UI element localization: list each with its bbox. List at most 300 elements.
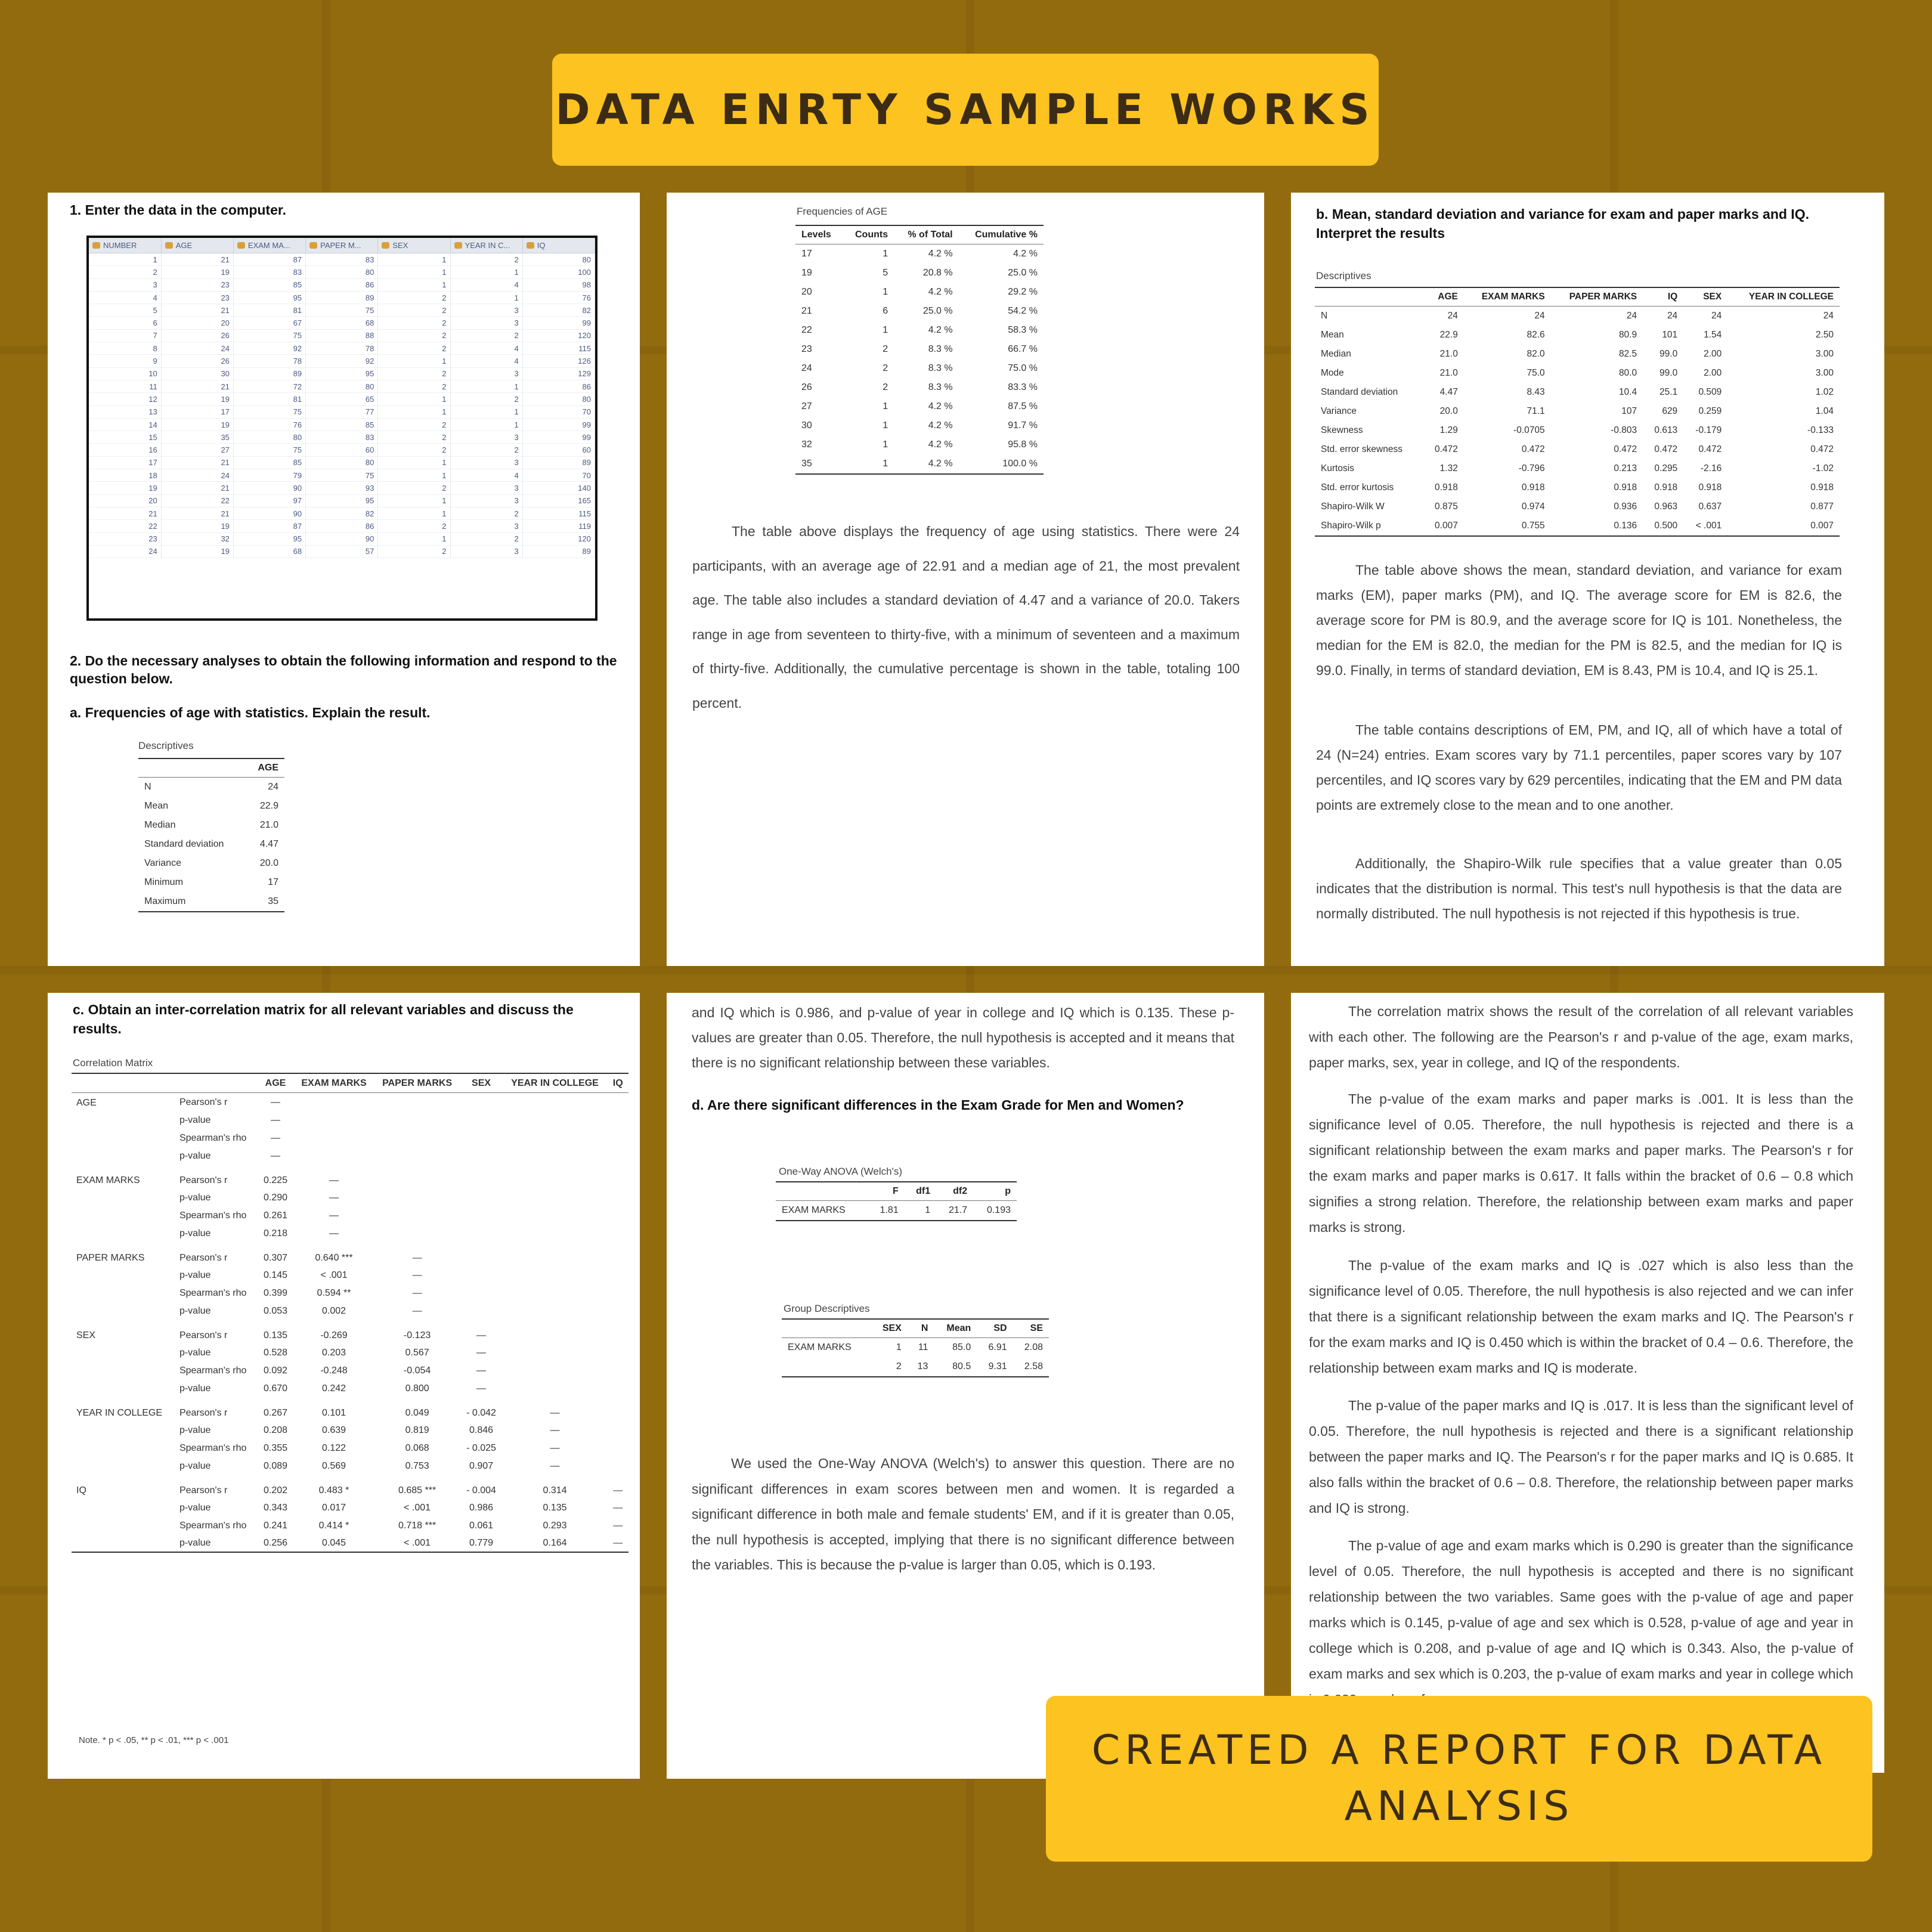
sheet-cell[interactable]: 83 [306, 253, 378, 266]
sheet-cell[interactable]: 90 [306, 532, 378, 545]
sheet-cell[interactable]: 89 [306, 291, 378, 304]
correlation-value [607, 1165, 628, 1188]
correlation-value: 0.145 [263, 1270, 288, 1280]
correlation-value [607, 1361, 628, 1379]
stat-value: 1.32 [1439, 463, 1458, 473]
correlation-value [607, 1111, 628, 1129]
frequency-cell: 32 [801, 439, 812, 450]
sheet-cell[interactable]: 77 [306, 405, 378, 418]
sheet-cell[interactable]: 1 [450, 418, 522, 431]
sheet-cell[interactable]: 3 [450, 431, 522, 444]
correlation-variable [72, 1516, 175, 1534]
correlation-variable [72, 1361, 175, 1379]
sheet-cell[interactable]: 21 [89, 507, 161, 519]
sheet-cell[interactable]: 2 [378, 342, 450, 355]
anova-column-header: df2 [953, 1186, 968, 1196]
sheet-cell[interactable]: 7 [89, 329, 161, 342]
descriptives-para-1: The table above shows the mean, standard deviation, and variance for exam marks (EM), paper marks (PM), and IQ. The average score for EM is 82.6, the average score for PM is 80.9, and the average score for IQ is 101. Nonetheless, the median for the EM is 82.0, the median for the PM is 82.5, and the median for IQ is 99.0. Finally, in terms of standard deviation, EM is 8.43, PM is 10.4, and IQ is 25.1. [1316, 562, 1842, 678]
correlation-row [72, 1188, 628, 1206]
sheet-cell[interactable]: 2 [378, 545, 450, 558]
sheet-cell[interactable]: 68 [306, 317, 378, 329]
sheet-cell[interactable]: 26 [161, 355, 233, 367]
sheet-cell[interactable]: 80 [522, 253, 595, 266]
frequency-cell: 1 [883, 439, 888, 450]
page-data-entry [48, 193, 640, 966]
sheet-column-header[interactable] [89, 238, 161, 253]
sheet-cell[interactable]: 3 [450, 367, 522, 380]
sheet-cell[interactable]: 4 [450, 342, 522, 355]
sheet-cell[interactable]: 21 [161, 304, 233, 317]
sheet-cell[interactable]: 65 [306, 393, 378, 405]
correlation-value [503, 1224, 608, 1242]
sheet-cell[interactable]: 21 [161, 456, 233, 469]
stat-value: 0.007 [1810, 521, 1834, 531]
sheet-cell[interactable]: 83 [233, 266, 305, 278]
sheet-cell[interactable]: 4 [450, 355, 522, 367]
correlation-value [503, 1093, 608, 1111]
sheet-row [89, 507, 595, 519]
frequency-column-header: Cumulative % [975, 230, 1038, 240]
stat-value: 0.918 [1698, 482, 1722, 493]
correlation-value [607, 1147, 628, 1165]
sheet-cell[interactable]: 79 [233, 469, 305, 482]
correlation-matrix [72, 1073, 628, 1553]
sheet-cell[interactable]: 80 [306, 266, 378, 278]
sheet-cell[interactable]: 3 [450, 304, 522, 317]
sheet-cell[interactable]: 98 [522, 278, 595, 291]
sheet-cell[interactable]: 60 [522, 444, 595, 456]
stat-value: 0.213 [1614, 463, 1637, 473]
frequency-cell: 8.3 % [928, 382, 953, 392]
correlation-note: Note. * p < .05, ** p < .01, *** p < .001 [79, 1735, 229, 1745]
group-descriptives-caption: Group Descriptives [784, 1303, 870, 1314]
correlation-statistic: Pearson's r [179, 1175, 228, 1185]
stat-value: 10.4 [1618, 387, 1637, 397]
sheet-cell[interactable]: 90 [233, 507, 305, 519]
sheet-cell[interactable]: 8 [89, 342, 161, 355]
sheet-cell[interactable]: 1 [378, 507, 450, 519]
sheet-cell[interactable]: 23 [161, 278, 233, 291]
stat-value: 0.637 [1698, 501, 1722, 512]
sheet-cell[interactable]: 70 [522, 405, 595, 418]
sheet-cell[interactable]: 86 [522, 380, 595, 392]
variable-icon [92, 242, 100, 249]
sheet-column-label: NUMBER [103, 241, 137, 250]
sheet-cell[interactable]: 9 [89, 355, 161, 367]
sheet-cell[interactable]: 12 [89, 393, 161, 405]
correlation-value: 0.569 [321, 1460, 346, 1471]
stat-value: 21.0 [1439, 368, 1458, 378]
sheet-cell[interactable]: 85 [233, 456, 305, 469]
sheet-cell[interactable]: 97 [233, 494, 305, 507]
correlation-value [607, 1224, 628, 1242]
descriptives-row [1315, 440, 1840, 459]
stat-value: 21.0 [259, 820, 278, 830]
sheet-cell[interactable]: 2 [378, 291, 450, 304]
correlation-column-header: PAPER MARKS [382, 1078, 453, 1088]
correlation-value [293, 1093, 374, 1111]
correlation-value: 0.414 * [318, 1520, 349, 1531]
correlation-value: 0.208 [263, 1425, 288, 1435]
stat-label: Skewness [1321, 425, 1363, 435]
sheet-cell[interactable]: 2 [378, 520, 450, 532]
sheet-cell[interactable]: 72 [233, 380, 305, 392]
sheet-cell[interactable]: 5 [89, 304, 161, 317]
stat-label: Shapiro-Wilk p [1321, 521, 1381, 531]
sheet-cell[interactable]: 1 [378, 278, 450, 291]
sheet-cell[interactable]: 100 [522, 266, 595, 278]
sheet-cell[interactable]: 1 [378, 266, 450, 278]
frequency-cell: 29.2 % [1008, 287, 1038, 297]
sheet-cell[interactable]: 1 [378, 355, 450, 367]
sheet-cell[interactable]: 89 [522, 456, 595, 469]
sheet-cell[interactable]: 95 [306, 494, 378, 507]
sheet-cell[interactable]: 21 [161, 507, 233, 519]
stat-value: 1.02 [1815, 387, 1834, 397]
sheet-cell[interactable]: 1 [450, 291, 522, 304]
sheet-cell[interactable]: 89 [233, 367, 305, 380]
sheet-cell[interactable]: 2 [450, 507, 522, 519]
correlation-value [374, 1224, 460, 1242]
sheet-cell[interactable]: 24 [161, 342, 233, 355]
correlation-row [72, 1397, 628, 1421]
sheet-cell[interactable]: 23 [89, 532, 161, 545]
sheet-cell[interactable]: 19 [89, 482, 161, 494]
sheet-cell[interactable]: 83 [306, 431, 378, 444]
sheet-cell[interactable]: 76 [233, 418, 305, 431]
correlation-value [607, 1302, 628, 1320]
sheet-cell[interactable]: 2 [450, 532, 522, 545]
sheet-cell[interactable]: 3 [450, 482, 522, 494]
descriptives-row [1315, 326, 1840, 345]
sheet-cell[interactable]: 81 [233, 304, 305, 317]
sheet-cell[interactable]: 3 [450, 545, 522, 558]
sheet-cell[interactable]: 80 [306, 380, 378, 392]
correlation-value: 0.203 [321, 1347, 346, 1358]
stat-value: 0.295 [1654, 463, 1678, 473]
correlation-variable [72, 1421, 175, 1439]
sheet-cell[interactable]: 19 [161, 545, 233, 558]
sheet-cell[interactable]: 85 [233, 278, 305, 291]
correlation-value [293, 1147, 374, 1165]
group-descriptives-table [782, 1318, 1049, 1377]
frequency-cell: 25.0 % [922, 306, 953, 316]
sheet-cell[interactable]: 140 [522, 482, 595, 494]
correlation-value: -0.054 [403, 1365, 431, 1376]
sheet-cell[interactable]: 2 [450, 329, 522, 342]
sheet-cell[interactable]: 1 [450, 380, 522, 392]
sheet-cell[interactable]: 4 [450, 469, 522, 482]
sheet-cell[interactable]: 15 [89, 431, 161, 444]
sheet-cell[interactable]: 2 [450, 444, 522, 456]
sheet-cell[interactable]: 13 [89, 405, 161, 418]
sheet-cell[interactable]: 78 [306, 342, 378, 355]
descriptives-column-header: EXAM MARKS [1481, 292, 1545, 302]
sheet-cell[interactable]: 99 [522, 418, 595, 431]
sheet-cell[interactable]: 24 [161, 469, 233, 482]
sheet-column-header[interactable] [378, 238, 450, 253]
correlation-value [503, 1320, 608, 1343]
sheet-cell[interactable]: 21 [161, 253, 233, 266]
correlation-value: 0.819 [405, 1425, 429, 1435]
sheet-cell[interactable]: 2 [378, 482, 450, 494]
descriptives-caption: Descriptives [138, 740, 194, 751]
sheet-cell[interactable]: 2 [378, 317, 450, 329]
stat-label: Median [144, 820, 176, 830]
sheet-cell[interactable]: 2 [450, 253, 522, 266]
correlation-value: 0.986 [469, 1502, 494, 1513]
sheet-cell[interactable]: 2 [378, 367, 450, 380]
correlation-value: -0.269 [320, 1330, 348, 1340]
sheet-cell[interactable]: 20 [89, 494, 161, 507]
sheet-cell[interactable]: 1 [450, 266, 522, 278]
sheet-cell[interactable]: 80 [522, 393, 595, 405]
sheet-column-header[interactable] [161, 238, 233, 253]
sheet-cell[interactable]: 1 [378, 405, 450, 418]
descriptives-para-2: The table contains descriptions of EM, PM, and IQ, all of which have a total of 24 (N=24) entries. Exam scores vary by 71.1 percentiles, paper scores vary by 107 percentiles, and IQ scores vary by 629 percentiles, indicating that the EM and PM data points are extremely close to the mean and to one another. [1316, 722, 1842, 813]
sheet-cell[interactable]: 1 [378, 494, 450, 507]
sheet-cell[interactable]: 129 [522, 367, 595, 380]
sheet-cell[interactable]: 3 [450, 456, 522, 469]
sheet-cell[interactable]: 1 [89, 253, 161, 266]
sheet-cell[interactable]: 1 [378, 393, 450, 405]
sheet-cell[interactable]: 19 [161, 520, 233, 532]
sheet-cell[interactable]: 2 [378, 380, 450, 392]
page-correlation-discussion [1291, 993, 1884, 1773]
sheet-row [89, 494, 595, 507]
sheet-cell[interactable]: 3 [450, 317, 522, 329]
stat-value: 35 [268, 896, 278, 906]
sheet-cell[interactable]: 2 [378, 329, 450, 342]
sheet-cell[interactable]: 14 [89, 418, 161, 431]
stat-value: 20.0 [259, 858, 278, 868]
sheet-cell[interactable]: 120 [522, 532, 595, 545]
sheet-cell[interactable]: 86 [306, 520, 378, 532]
sheet-cell[interactable]: 92 [233, 342, 305, 355]
sheet-cell[interactable]: 2 [378, 304, 450, 317]
correlation-value [503, 1361, 608, 1379]
sheet-cell[interactable]: 21 [161, 482, 233, 494]
sheet-cell[interactable]: 22 [89, 520, 161, 532]
anova-column-header: F [892, 1186, 899, 1196]
stat-value: 99.0 [1659, 349, 1678, 359]
sheet-cell[interactable]: 24 [89, 545, 161, 558]
sheet-cell[interactable]: 67 [233, 317, 305, 329]
sheet-cell[interactable]: 88 [306, 329, 378, 342]
stat-label: Mean [1321, 330, 1344, 340]
frequency-cell: 54.2 % [1008, 306, 1038, 316]
sheet-cell[interactable]: 3 [450, 494, 522, 507]
sheet-cell[interactable]: 126 [522, 355, 595, 367]
descriptives-row [138, 854, 284, 873]
descriptives-row [1315, 402, 1840, 421]
frequency-cell: 27 [801, 401, 812, 411]
sheet-cell[interactable]: 75 [233, 444, 305, 456]
sheet-cell[interactable]: 82 [306, 507, 378, 519]
frequency-cell: 22 [801, 325, 812, 335]
correlation-value [503, 1129, 608, 1147]
sheet-cell[interactable]: 1 [378, 253, 450, 266]
correlation-value: 0.049 [405, 1408, 429, 1418]
correlation-value: 0.089 [263, 1460, 288, 1471]
sheet-cell[interactable]: 95 [233, 532, 305, 545]
sheet-cell[interactable]: 82 [522, 304, 595, 317]
stat-value: 24 [1534, 311, 1545, 321]
sheet-cell[interactable]: 70 [522, 469, 595, 482]
descriptives-column-header: YEAR IN COLLEGE [1748, 292, 1834, 302]
sheet-cell[interactable]: 19 [161, 418, 233, 431]
sheet-cell[interactable]: 19 [161, 393, 233, 405]
sheet-cell[interactable]: 2 [378, 444, 450, 456]
stat-value: 3.00 [1815, 349, 1834, 359]
sheet-cell[interactable]: 10 [89, 367, 161, 380]
sheet-cell[interactable]: 17 [161, 405, 233, 418]
correlation-row [72, 1498, 628, 1516]
frequency-cell: 4.2 % [928, 287, 953, 297]
discussion-para-1: The correlation matrix shows the result of the correlation of all relevant variables with each other. The following are the Pearson's r and p-value of the age, exam marks, paper marks, sex, year in college, and IQ of the respondents. [1309, 1004, 1853, 1070]
correlation-value [503, 1379, 608, 1397]
sheet-cell[interactable]: 75 [233, 329, 305, 342]
sheet-cell[interactable]: 1 [378, 456, 450, 469]
sheet-cell[interactable]: 2 [450, 393, 522, 405]
discussion-para-4: The p-value of the paper marks and IQ is .017. It is less than the significant level of 0.05. Therefore, the null hypothesis is rejected and there is a significant relationship between the paper marks and IQ. The Pearson's r for the paper marks and IQ is 0.685. It also falls within the bracket of 0.6 – 0.8. Therefore, the relationship between paper marks and IQ is strong. [1309, 1398, 1853, 1516]
sheet-column-header[interactable] [306, 238, 378, 253]
sheet-column-header[interactable] [450, 238, 522, 253]
correlation-value: — [271, 1150, 281, 1161]
stat-value: 8.43 [1527, 387, 1545, 397]
footer-line-1: CREATED A REPORT FOR DATA [1091, 1727, 1827, 1774]
sheet-cell[interactable]: 1 [378, 532, 450, 545]
sheet-cell[interactable]: 30 [161, 367, 233, 380]
sheet-cell[interactable]: 86 [306, 278, 378, 291]
sheet-cell[interactable]: 17 [89, 456, 161, 469]
sheet-cell[interactable]: 2 [378, 431, 450, 444]
sheet-cell[interactable]: 78 [233, 355, 305, 367]
sheet-cell[interactable]: 2 [378, 418, 450, 431]
correlation-continued: and IQ which is 0.986, and p-value of year in college and IQ which is 0.135. These p-values are greater than 0.05. Therefore, the null hypothesis is accepted and it means that there is no significant relationship between these variables. [692, 1005, 1234, 1070]
correlation-variable [72, 1129, 175, 1147]
frequency-cell: 26 [801, 382, 812, 392]
correlation-row [72, 1320, 628, 1343]
sheet-cell[interactable]: 23 [161, 291, 233, 304]
sheet-cell[interactable]: 4 [89, 291, 161, 304]
sheet-cell[interactable]: 90 [233, 482, 305, 494]
stat-value: 0.613 [1654, 425, 1678, 435]
sheet-cell[interactable]: 95 [233, 291, 305, 304]
sheet-column-header[interactable] [233, 238, 305, 253]
correlation-value: 0.017 [321, 1502, 346, 1513]
sheet-cell[interactable]: 92 [306, 355, 378, 367]
sheet-cell[interactable]: 60 [306, 444, 378, 456]
frequency-cell: 4.2 % [928, 401, 953, 411]
sheet-cell[interactable]: 26 [161, 329, 233, 342]
correlation-statistic: Spearman's rho [179, 1132, 247, 1143]
sheet-column-label: AGE [175, 241, 193, 250]
sheet-cell[interactable]: 18 [89, 469, 161, 482]
descriptives-column-header: IQ [1667, 292, 1678, 302]
sheet-cell[interactable]: 1 [378, 469, 450, 482]
sheet-cell[interactable]: 119 [522, 520, 595, 532]
sheet-cell[interactable]: 75 [233, 405, 305, 418]
sheet-column-label: IQ [537, 241, 546, 250]
sheet-cell[interactable]: 11 [89, 380, 161, 392]
sheet-cell[interactable]: 20 [161, 317, 233, 329]
sheet-cell[interactable]: 3 [450, 520, 522, 532]
correlation-value [460, 1224, 503, 1242]
sheet-cell[interactable]: 68 [233, 545, 305, 558]
sheet-cell[interactable]: 16 [89, 444, 161, 456]
sheet-cell[interactable]: 93 [306, 482, 378, 494]
sheet-row [89, 482, 595, 494]
sheet-cell[interactable]: 35 [161, 431, 233, 444]
correlation-value: 0.907 [469, 1460, 494, 1471]
stat-label: Maximum [144, 896, 186, 906]
sheet-cell[interactable]: 115 [522, 507, 595, 519]
sheet-cell[interactable]: 81 [233, 393, 305, 405]
sheet-cell[interactable]: 3 [89, 278, 161, 291]
sheet-cell[interactable]: 2 [89, 266, 161, 278]
correlation-statistic: Pearson's r [179, 1330, 228, 1340]
stat-value: 0.472 [1698, 444, 1722, 454]
frequency-cell: 1 [883, 401, 888, 411]
group-cell: 80.5 [952, 1361, 971, 1371]
correlation-variable [72, 1111, 175, 1129]
correlation-statistic: Spearman's rho [179, 1520, 247, 1531]
sheet-cell[interactable]: 22 [161, 494, 233, 507]
footer-line-2: ANALYSIS [1344, 1783, 1574, 1830]
sheet-cell[interactable]: 120 [522, 329, 595, 342]
sheet-cell[interactable]: 21 [161, 380, 233, 392]
sheet-cell[interactable]: 6 [89, 317, 161, 329]
sheet-cell[interactable]: 32 [161, 532, 233, 545]
correlation-statistic: p-value [179, 1192, 211, 1203]
sheet-cell[interactable]: 1 [450, 405, 522, 418]
sheet-cell[interactable]: 95 [306, 367, 378, 380]
title-banner [552, 54, 1379, 166]
sheet-cell[interactable]: 85 [306, 418, 378, 431]
correlation-value: 0.267 [263, 1408, 288, 1418]
stat-value: 0.918 [1810, 482, 1834, 493]
sheet-column-header[interactable] [522, 238, 595, 253]
sheet-cell[interactable]: 57 [306, 545, 378, 558]
stat-value: 2.50 [1815, 330, 1834, 340]
correlation-value: 0.202 [263, 1485, 288, 1496]
sheet-cell[interactable]: 99 [522, 431, 595, 444]
correlation-value: — [271, 1097, 281, 1107]
sheet-cell[interactable]: 19 [161, 266, 233, 278]
sheet-cell[interactable]: 115 [522, 342, 595, 355]
correlation-statistic: p-value [179, 1305, 211, 1316]
sheet-cell[interactable]: 27 [161, 444, 233, 456]
descriptives-row [138, 892, 284, 912]
frequency-row [795, 378, 1044, 397]
sheet-cell[interactable]: 80 [306, 456, 378, 469]
sheet-cell[interactable]: 87 [233, 253, 305, 266]
group-cell: EXAM MARKS [788, 1342, 852, 1352]
sheet-cell[interactable]: 165 [522, 494, 595, 507]
sheet-cell[interactable]: 87 [233, 520, 305, 532]
correlation-row [72, 1111, 628, 1129]
sheet-cell[interactable]: 76 [522, 291, 595, 304]
correlation-value: - 0.025 [466, 1442, 496, 1453]
sheet-cell[interactable]: 4 [450, 278, 522, 291]
sheet-cell[interactable]: 75 [306, 469, 378, 482]
page-frequencies [667, 193, 1264, 966]
sheet-cell[interactable]: 75 [306, 304, 378, 317]
sheet-cell[interactable]: 89 [522, 545, 595, 558]
sheet-cell[interactable]: 80 [233, 431, 305, 444]
sheet-cell[interactable]: 99 [522, 317, 595, 329]
